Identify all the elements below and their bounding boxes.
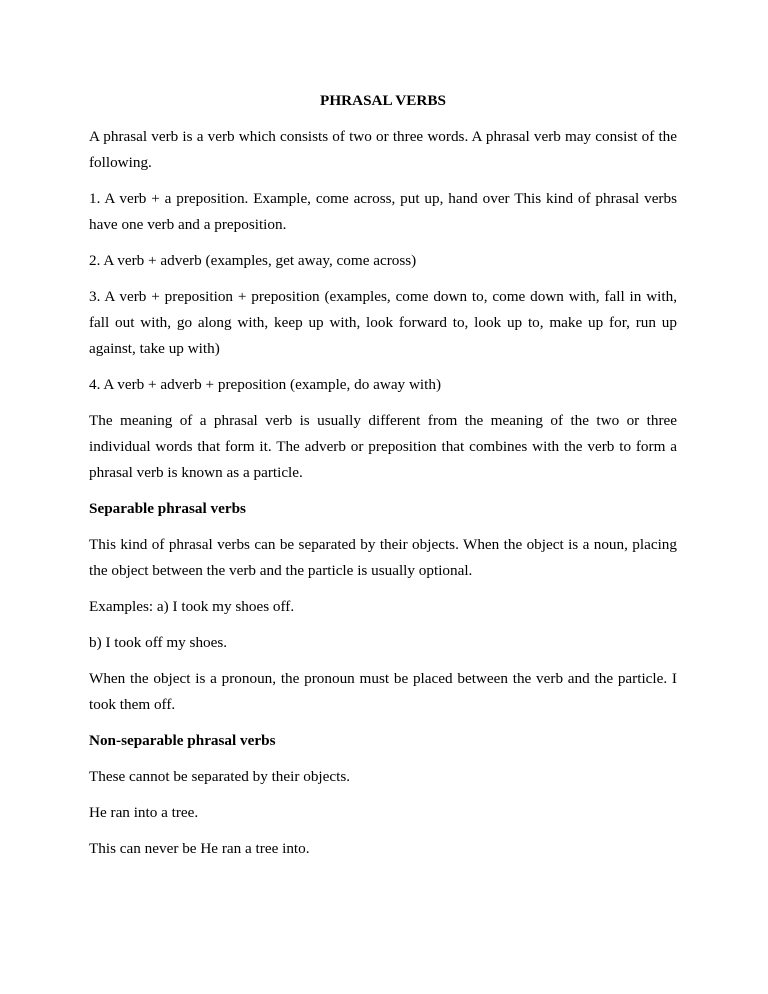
document-page	[89, 88, 677, 872]
document-title: PHRASAL VERBS	[320, 92, 446, 109]
list-item-3: 3. A verb + preposition + preposition (examples, come down to, come down with, fall in with, fall out with, go along with, keep up with, look forward to, look up to, make up for, run up against, take up with)	[89, 288, 677, 357]
example-b: b) I took off my shoes.	[89, 634, 228, 651]
intro-paragraph: A phrasal verb is a verb which consists of two or three words. A phrasal verb may consist of the following.	[89, 128, 677, 171]
never-tree: This can never be He ran a tree into.	[89, 840, 310, 857]
nonseparable-description: These cannot be separated by their objects.	[89, 768, 351, 785]
example-a: Examples: a) I took my shoes off.	[89, 598, 295, 615]
separable-description: This kind of phrasal verbs can be separated by their objects. When the object is a noun, placing the object between the verb and the particle is usually optional.	[89, 536, 677, 579]
list-item-4: 4. A verb + adverb + preposition (example, do away with)	[89, 376, 442, 393]
list-item-1: 1. A verb + a preposition. Example, come across, put up, hand over This kind of phrasal verbs have one verb and a preposition.	[89, 190, 677, 233]
separable-heading: Separable phrasal verbs	[89, 500, 246, 517]
nonseparable-heading: Non-separable phrasal verbs	[89, 732, 276, 749]
example-tree: He ran into a tree.	[89, 804, 199, 821]
pronoun-rule-paragraph: When the object is a pronoun, the pronoun must be placed between the verb and the particle. I took them off.	[89, 670, 677, 713]
list-item-2: 2. A verb + adverb (examples, get away, come across)	[89, 252, 417, 269]
meaning-paragraph: The meaning of a phrasal verb is usually different from the meaning of the two or three individual words that form it. The adverb or preposition that combines with the verb to form a phrasal verb is known as a particle.	[89, 412, 677, 481]
